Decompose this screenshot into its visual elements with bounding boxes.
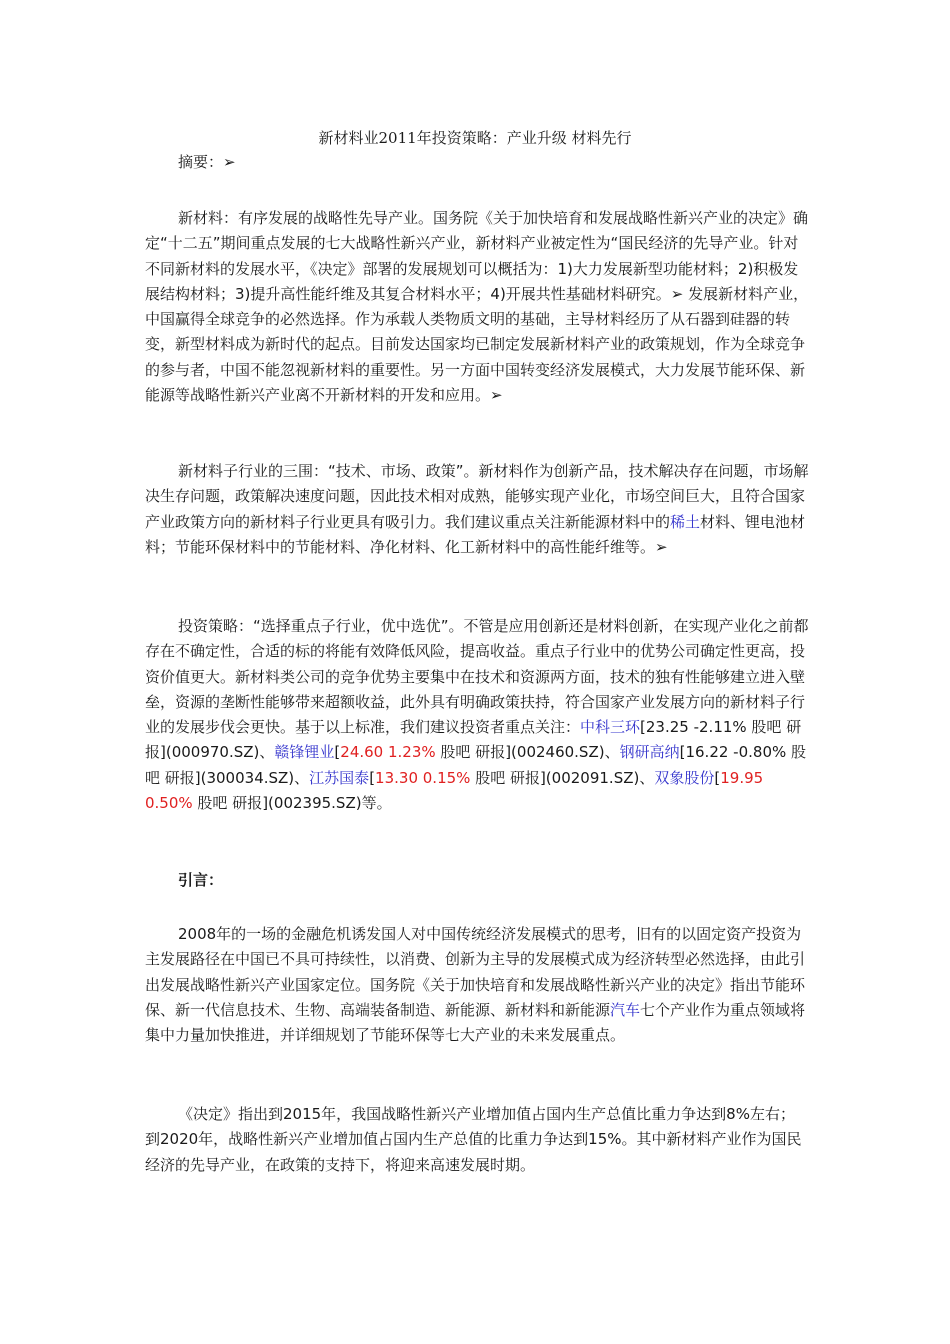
stock-link-jiangsu-guotai[interactable]: 江苏国泰 (309, 768, 370, 787)
abstract-label: 摘要：➢ (178, 153, 236, 171)
stock-quote: [23.25 -2.11% 股吧 研报](000970.SZ) (145, 718, 802, 762)
stock-quote-bracket: [ (369, 768, 376, 787)
stock-quote-price: 24.60 1.23% (340, 743, 436, 762)
stock-link-shuangxiang[interactable]: 双象股份 (654, 768, 715, 787)
paragraph-text: 七个产业作为重点领域将集中力量加快推进，并详细规划了节能环保等七大产业的未来发展重点。 (145, 1000, 806, 1045)
paragraph-text: 投资策略：“选择重点子行业，优中选优”。不管是应用创新还是材料创新，在实现产业化之前都存在不确定性，合适的标的将能有效降低风险，提高收益。重点子行业中的优势公司确定性更高，投资价值更大。新材料类公司的竞争优势主要集中在技术和资源两方面，技术的独有性能够建立进入壁垒，资源的垄断性能够带来超额收益，此外具有明确政策扶持，符合国家产业发展方向的新材料子行业的发展步伐会更快。基于以上标准，我们建议投资者重点关注： (145, 617, 809, 737)
stock-link-zhongke-sanhuan[interactable]: 中科三环 (580, 718, 641, 737)
intro-heading: 引言： (178, 871, 224, 889)
separator: 、 (294, 768, 310, 787)
stock-quote-bracket: [ (334, 743, 341, 762)
paragraph-new-materials: 新材料：有序发展的战略性先导产业。国务院《关于加快培育和发展战略性新兴产业的决定》确定“十二五”期间重点发展的七大战略性新兴产业，新材料产业被定性为“国民经济的先导产业。针对不同新材料的发展水平，《决定》部署的发展规划可以概括为：1)大力发展新型功能材料；2)积极发展结构材料；3)提升高性能纤维及其复合材料水平；4)开展共性基础材料研究。➢ 发展新材料产业，中国赢得全球竞争的必然选择。作为承载人类物质文明的基础，主导材料经历了从石器到硅器的转变，新型材料成为新时代的起点。目前发达国家均已制定发展新材料产业的政策规划，作为全球竞争的参与者，中国不能忽视新材料的重要性。另一方面中国转变经济发展模式，大力发展节能环保、新能源等战略性新兴产业离不开新材料的开发和应用。➢ (145, 209, 809, 405)
stock-quote: 股吧 研报](002395.SZ)等。 (192, 794, 392, 813)
paragraph-text: 材料、锂电池材料；节能环保材料中的节能材料、净化材料、化工新材料中的高性能纤维等。➢ (145, 512, 806, 556)
stock-quote: 股吧 研报](002460.SZ) (435, 743, 605, 762)
paragraph-investment-strategy (145, 614, 809, 816)
stock-quote-price: 19.95 0.50% (145, 768, 764, 813)
stock-quote: 股吧 研报](002091.SZ) (470, 768, 640, 787)
paragraph-sub-industries (145, 459, 809, 560)
separator: 、 (604, 743, 620, 762)
stock-link-gangyan-gaona[interactable]: 钢研高纳 (619, 743, 680, 762)
stock-quote: [16.22 -0.80% 股吧 研报](300034.SZ) (145, 743, 807, 787)
stock-quote-price: 13.30 0.15% (375, 768, 471, 787)
stock-quote-bracket: [ (714, 768, 721, 787)
auto-link[interactable]: 汽车 (610, 1000, 641, 1019)
separator: 、 (259, 743, 275, 762)
document-title: 新材料业2011年投资策略：产业升级 材料先行 (318, 129, 632, 147)
paragraph-text: 新材料子行业的三围：“技术、市场、政策”。新材料作为创新产品，技术解决存在问题，市场解决生存问题，政策解决速度问题，因此技术相对成熟，能够实现产业化，市场空间巨大，且符合国家产业政策方向的新材料子行业更具有吸引力。我们建议重点关注新能源材料中的 (145, 462, 809, 531)
paragraph-decision-targets: 《决定》指出到2015年，我国战略性新兴产业增加值占国内生产总值比重力争达到8%左右；到2020年，战略性新兴产业增加值占国内生产总值的比重力争达到15%。其中新材料产业作为国民经济的先导产业，在政策的支持下，将迎来高速发展时期。 (145, 1105, 802, 1174)
stock-link-ganfeng-lithium[interactable]: 赣锋锂业 (274, 743, 335, 762)
paragraph-intro (145, 922, 809, 1048)
rare-earth-link[interactable]: 稀土 (670, 512, 701, 531)
paragraph-text: 2008年的一场的金融危机诱发国人对中国传统经济发展模式的思考，旧有的以固定资产投资为主发展路径在中国已不具可持续性，以消费、创新为主导的发展模式成为经济转型必然选择，由此引出发展战略性新兴产业国家定位。国务院《关于加快培育和发展战略性新兴产业的决定》指出节能环保、新一代信息技术、生物、高端装备制造、新能源、新材料和新能源 (145, 925, 806, 1019)
separator: 、 (639, 768, 655, 787)
